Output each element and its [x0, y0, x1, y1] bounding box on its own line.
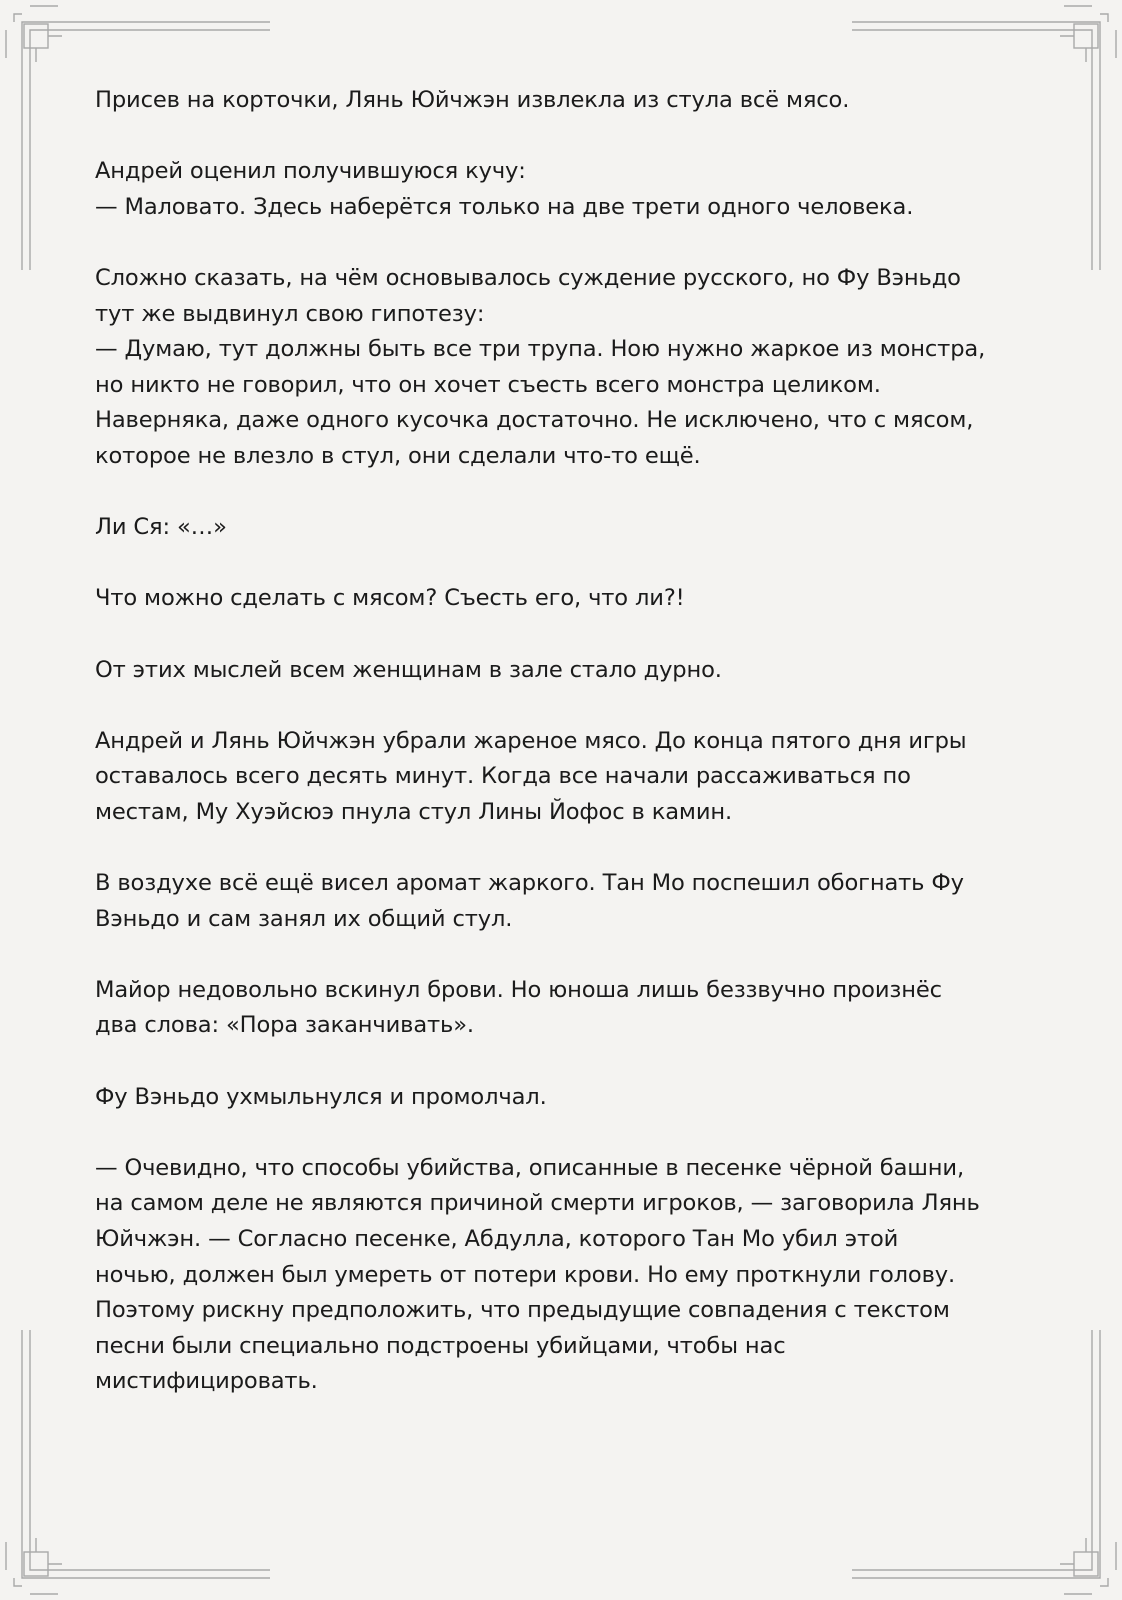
chapter-text — [95, 83, 1030, 1400]
paragraph — [95, 653, 1030, 689]
text-line: которое не влезло в стул, они сделали что-то ещё. — [95, 442, 701, 469]
text-line: Фу Вэньдо ухмыльнулся и промолчал. — [95, 1083, 547, 1110]
text-line: Андрей и Лянь Юйчжэн убрали жареное мясо. До конца пятого дня игры — [95, 727, 967, 754]
paragraph — [95, 973, 1030, 1044]
paragraph — [95, 154, 1030, 225]
text-line: — Думаю, тут должны быть все три трупа. Ною нужно жаркое из монстра, — [95, 336, 986, 363]
text-line: тут же выдвинул свою гипотезу: — [95, 300, 485, 327]
text-line: ночью, должен был умереть от потери крови. Но ему проткнули голову. — [95, 1261, 956, 1288]
paragraph — [95, 1080, 1030, 1116]
text-line: два слова: «Пора заканчивать». — [95, 1012, 474, 1039]
text-line: — Маловато. Здесь наберётся только на две трети одного человека. — [95, 193, 914, 220]
paragraph — [95, 261, 1030, 475]
text-line: оставалось всего десять минут. Когда все начали рассаживаться по — [95, 763, 911, 790]
text-line: Вэньдо и сам занял их общий стул. — [95, 905, 513, 932]
text-line: на самом деле не являются причиной смерти игроков, — заговорила Лянь — [95, 1190, 980, 1217]
text-line: Что можно сделать с мясом? Съесть его, что ли?! — [95, 585, 685, 612]
text-line: песни были специально подстроены убийцами, чтобы нас — [95, 1332, 786, 1359]
text-line: Наверняка, даже одного кусочка достаточно. Не исключено, что с мясом, — [95, 407, 974, 434]
text-line: В воздухе всё ещё висел аромат жаркого. Тан Мо поспешил обогнать Фу — [95, 870, 964, 897]
text-line: но никто не говорил, что он хочет съесть всего монстра целиком. — [95, 371, 881, 398]
paragraph — [95, 1151, 1030, 1400]
paragraph — [95, 866, 1030, 937]
text-line: Майор недовольно вскинул брови. Но юноша лишь беззвучно произнёс — [95, 976, 942, 1003]
paragraph — [95, 83, 1030, 119]
paragraph — [95, 581, 1030, 617]
text-line: местам, Му Хуэйсюэ пнула стул Лины Йофос в камин. — [95, 798, 733, 825]
text-line: Сложно сказать, на чём основывалось суждение русского, но Фу Вэньдо — [95, 264, 961, 291]
paragraph — [95, 724, 1030, 831]
text-line: Ли Ся: «…» — [95, 514, 227, 541]
text-line: Андрей оценил получившуюся кучу: — [95, 158, 526, 185]
text-line: Юйчжэн. — Согласно песенке, Абдулла, которого Тан Мо убил этой — [95, 1226, 899, 1252]
text-line: От этих мыслей всем женщинам в зале стало дурно. — [95, 656, 722, 683]
paragraph — [95, 510, 1030, 546]
text-line: Поэтому рискну предположить, что предыдущие совпадения с текстом — [95, 1297, 950, 1324]
text-line: — Очевидно, что способы убийства, описанные в песенке чёрной башни, — [95, 1154, 964, 1181]
text-line: Присев на корточки, Лянь Юйчжэн извлекла из стула всё мясо. — [95, 87, 850, 113]
text-line: мистифицировать. — [95, 1368, 318, 1395]
